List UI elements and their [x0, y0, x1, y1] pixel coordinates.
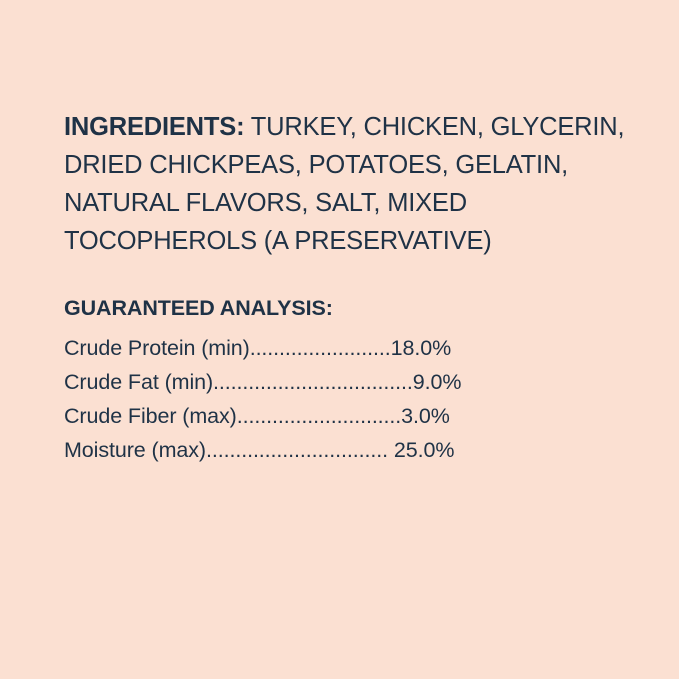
- guaranteed-analysis-heading: GUARANTEED ANALYSIS:: [64, 296, 333, 320]
- ingredients-list: TURKEY, CHICKEN, GLYCERIN, DRIED CHICKPEAS, POTATOES, GELATIN, NATURAL FLAVORS, SALT, MIXED TOCOPHEROLS (A PRESERVATIVE): [64, 113, 625, 255]
- ingredients-heading: INGREDIENTS:: [64, 113, 245, 141]
- guaranteed-analysis-section: [64, 296, 634, 467]
- analysis-row: Crude Protein (min)........................18.0%: [64, 336, 452, 360]
- analysis-row: Moisture (max)............................... 25.0%: [64, 438, 455, 462]
- analysis-row: Crude Fiber (max)............................3.0%: [64, 404, 450, 428]
- ingredients-section: [64, 108, 634, 260]
- analysis-row: Crude Fat (min)..................................9.0%: [64, 370, 462, 394]
- pet-food-label-panel: [64, 108, 634, 467]
- guaranteed-analysis-rows: [64, 331, 634, 467]
